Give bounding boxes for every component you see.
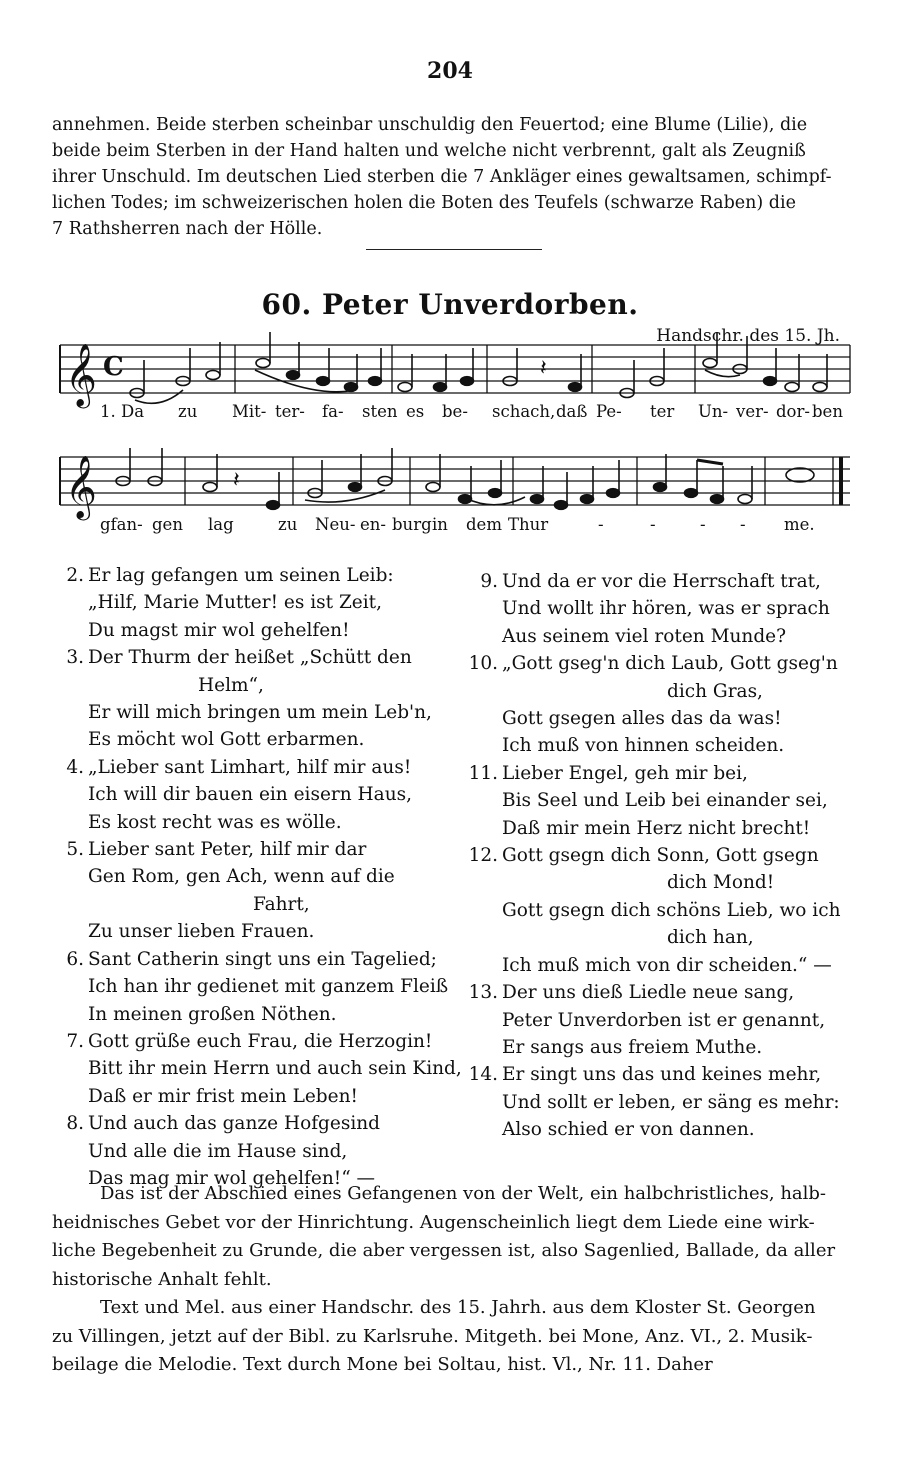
verse-line: Und alle die im Hause sind,	[88, 1140, 348, 1162]
verse-line: Lieber sant Peter, hilf mir dar	[88, 839, 367, 861]
verse-number: 7.	[66, 1030, 84, 1052]
common-time: C	[103, 352, 124, 382]
verse-line: Bitt ihr mein Herrn und auch sein Kind,	[88, 1058, 462, 1080]
treble-clef: 𝄞	[65, 455, 97, 518]
verse-4	[66, 754, 448, 836]
commentary-line: Das ist der Abschied eines Gefangenen von der Welt, ein halbchristliches, halb-	[100, 1183, 827, 1204]
verse-line: Zu unser lieben Frauen.	[88, 921, 315, 943]
syllable: fa-	[322, 402, 344, 421]
syllable: Un-	[698, 402, 729, 421]
verse-number: 4.	[66, 756, 84, 778]
syllable: in	[432, 515, 448, 534]
syllable: -	[700, 515, 706, 534]
intro-paragraph	[52, 112, 852, 242]
music-staff-1	[55, 330, 855, 410]
syllable: ver-	[736, 402, 769, 421]
verse-12	[468, 842, 862, 979]
verse-line: Er singt uns das und keines mehr,	[502, 1064, 822, 1086]
syllable: ter	[650, 402, 675, 421]
verse-line: Und sollt er leben, er säng es mehr:	[502, 1091, 840, 1113]
commentary-line: Text und Mel. aus einer Handschr. des 15. Jahrh. aus dem Kloster St. Georgen	[100, 1297, 816, 1318]
verse-line: Und auch das ganze Hofgesind	[88, 1113, 381, 1135]
verse-11	[468, 760, 862, 842]
verses-left-column	[66, 562, 462, 1192]
verse-line: dich Gras,	[667, 680, 763, 702]
commentary-paragraph	[52, 1180, 852, 1380]
syllable: zu	[278, 515, 298, 534]
intro-line: lichen Todes; im schweizerischen holen die Boten des Teufels (schwarze Raben) die	[52, 193, 796, 213]
quarter-rest: 𝄽	[233, 468, 240, 493]
verse-number: 9.	[480, 571, 498, 592]
verse-line: Gen Rom, gen Ach, wenn auf die	[88, 866, 395, 888]
verse-14	[468, 1061, 862, 1143]
verse-line: Sant Catherin singt uns ein Tagelied;	[88, 948, 437, 970]
verse-number: 13.	[468, 982, 498, 1004]
quarter-rest: 𝄽	[540, 356, 547, 381]
verse-number: 11.	[468, 762, 498, 784]
verse-number: 3.	[66, 647, 84, 669]
verse-line: Es kost recht was es wölle.	[88, 811, 342, 833]
syllable: -	[740, 515, 746, 534]
verse-13	[468, 979, 862, 1061]
verse-line: Daß mir mein Herz nicht brecht!	[502, 817, 811, 839]
commentary-line: zu Villingen, jetzt auf der Bibl. zu Karlsruhe. Mitgeth. bei Mone, Anz. VI., 2. Musik-	[52, 1325, 813, 1347]
syllable: 1. Da	[100, 402, 145, 421]
verse-line: Ich will dir bauen ein eisern Haus,	[88, 784, 413, 806]
verse-line: Gott gsegn dich Sonn, Gott gsegn	[502, 845, 819, 867]
verse-line: „Lieber sant Limhart, hilf mir aus!	[88, 756, 412, 778]
verse-number: 10.	[468, 653, 498, 675]
commentary-line: heidnisches Gebet vor der Hinrichtung. Augenscheinlich liegt dem Liede eine wirk-	[52, 1211, 815, 1233]
lyrics-line-1	[60, 402, 860, 426]
verse-line: dich han,	[667, 927, 754, 949]
commentary-line: liche Begebenheit zu Grunde, die aber vergessen ist, also Sagenlied, Ballade, da aller	[52, 1240, 836, 1261]
syllable: me.	[784, 515, 815, 534]
verse-line: dich Mond!	[667, 872, 775, 894]
verse-line: „Gott gseg'n dich Laub, Gott gseg'n	[502, 653, 838, 675]
verse-line: Und wollt ihr hören, was er sprach	[502, 598, 830, 620]
verse-line: Helm“,	[198, 674, 264, 696]
verse-line: Und da er vor die Herrschaft trat,	[502, 571, 821, 592]
verse-2	[66, 562, 448, 644]
intro-line: ihrer Unschuld. Im deutschen Lied sterben die 7 Ankläger eines gewaltsamen, schimpf-	[52, 167, 832, 187]
intro-line: 7 Rathsherren nach der Hölle.	[52, 219, 323, 239]
section-divider	[366, 249, 542, 250]
verse-line: Ich muß mich von dir scheiden.“ —	[502, 954, 832, 976]
verse-line: Das mag mir wol gehelfen!“ —	[88, 1167, 376, 1189]
syllable: lag	[208, 515, 234, 534]
verse-5	[66, 836, 448, 946]
syllable: en-	[360, 515, 386, 534]
verse-6	[66, 946, 449, 1028]
verse-number: 5.	[66, 839, 84, 861]
verse-line: Der Thurm der heißet „Schütt den	[88, 647, 412, 669]
commentary-line: beilage die Melodie. Text durch Mone bei Soltau, hist. Vl., Nr. 11. Daher	[52, 1354, 713, 1375]
verses-right-column	[468, 568, 862, 1144]
verse-7	[66, 1028, 462, 1110]
syllable: -	[650, 515, 656, 534]
verse-line: Gott gsegn dich schöns Lieb, wo ich	[502, 899, 841, 921]
verse-line: Ich muß von hinnen scheiden.	[502, 735, 785, 757]
verse-line: Gott gsegen alles das da was!	[502, 708, 782, 730]
verse-line: Daß er mir frist mein Leben!	[88, 1085, 358, 1107]
treble-clef: 𝄞	[65, 343, 97, 406]
verse-line: Also schied er von dannen.	[502, 1119, 755, 1141]
syllable: -	[598, 515, 604, 534]
verse-line: Er sangs aus freiem Muthe.	[502, 1036, 763, 1058]
verse-10	[468, 650, 862, 760]
verse-line: Der uns dieß Liedle neue sang,	[502, 982, 795, 1004]
syllable: Neu-	[315, 515, 356, 534]
commentary-line: historische Anhalt fehlt.	[52, 1268, 272, 1290]
syllable: zu	[178, 402, 198, 421]
verse-line: Er lag gefangen um seinen Leib:	[88, 565, 394, 586]
verse-line: Peter Unverdorben ist er genannt,	[502, 1009, 826, 1031]
syllable: daß	[556, 402, 588, 421]
verse-line: Bis Seel und Leib bei einander sei,	[502, 790, 828, 812]
song-title: 60. Peter Unverdorben.	[261, 288, 639, 321]
song-source: Handschr. des 15. Jh.	[656, 326, 840, 346]
syllable: gen	[152, 515, 183, 534]
syllable: gfan-	[100, 515, 143, 534]
verse-number: 12.	[468, 845, 498, 867]
verse-line: Aus seinem viel roten Munde?	[502, 625, 787, 647]
verse-line: In meinen großen Nöthen.	[88, 1003, 337, 1025]
music-staff-2	[55, 442, 855, 522]
verse-line: Lieber Engel, geh mir bei,	[502, 762, 748, 784]
verse-number: 2.	[66, 565, 84, 586]
verse-number: 8.	[66, 1113, 84, 1135]
verse-line: „Hilf, Marie Mutter! es ist Zeit,	[88, 592, 382, 614]
syllable: ben	[812, 402, 843, 421]
syllable: sten	[362, 402, 398, 421]
verse-line: Fahrt,	[253, 893, 310, 915]
syllable: ter-	[275, 402, 305, 421]
verse-line: Es möcht wol Gott erbarmen.	[88, 729, 365, 751]
syllable: dem	[466, 515, 502, 534]
verse-line: Gott grüße euch Frau, die Herzogin!	[88, 1030, 433, 1052]
verse-number: 14.	[468, 1064, 498, 1086]
verse-number: 6.	[66, 948, 84, 970]
intro-line: beide beim Sterben in der Hand halten und welche nicht verbrennt, galt als Zeugniß	[52, 141, 806, 161]
verse-line: Ich han ihr gedienet mit ganzem Fleiß	[88, 976, 449, 998]
verse-line: Du magst mir wol gehelfen!	[88, 619, 350, 641]
syllable: Mit-	[232, 402, 267, 421]
verse-line: Er will mich bringen um mein Leb'n,	[88, 702, 432, 724]
page-number: 204	[427, 58, 473, 84]
verse-9	[480, 568, 862, 650]
syllable: dor-	[776, 402, 810, 421]
syllable: Pe-	[596, 402, 622, 421]
syllable: be-	[442, 402, 468, 421]
verse-3	[66, 644, 448, 754]
syllable: es	[406, 402, 425, 421]
syllable: Thur	[508, 515, 549, 534]
syllable: burg	[392, 515, 432, 534]
lyrics-line-2	[60, 515, 860, 539]
syllable: schach,	[492, 402, 556, 421]
intro-line: annehmen. Beide sterben scheinbar unschuldig den Feuertod; eine Blume (Lilie), die	[52, 115, 808, 135]
